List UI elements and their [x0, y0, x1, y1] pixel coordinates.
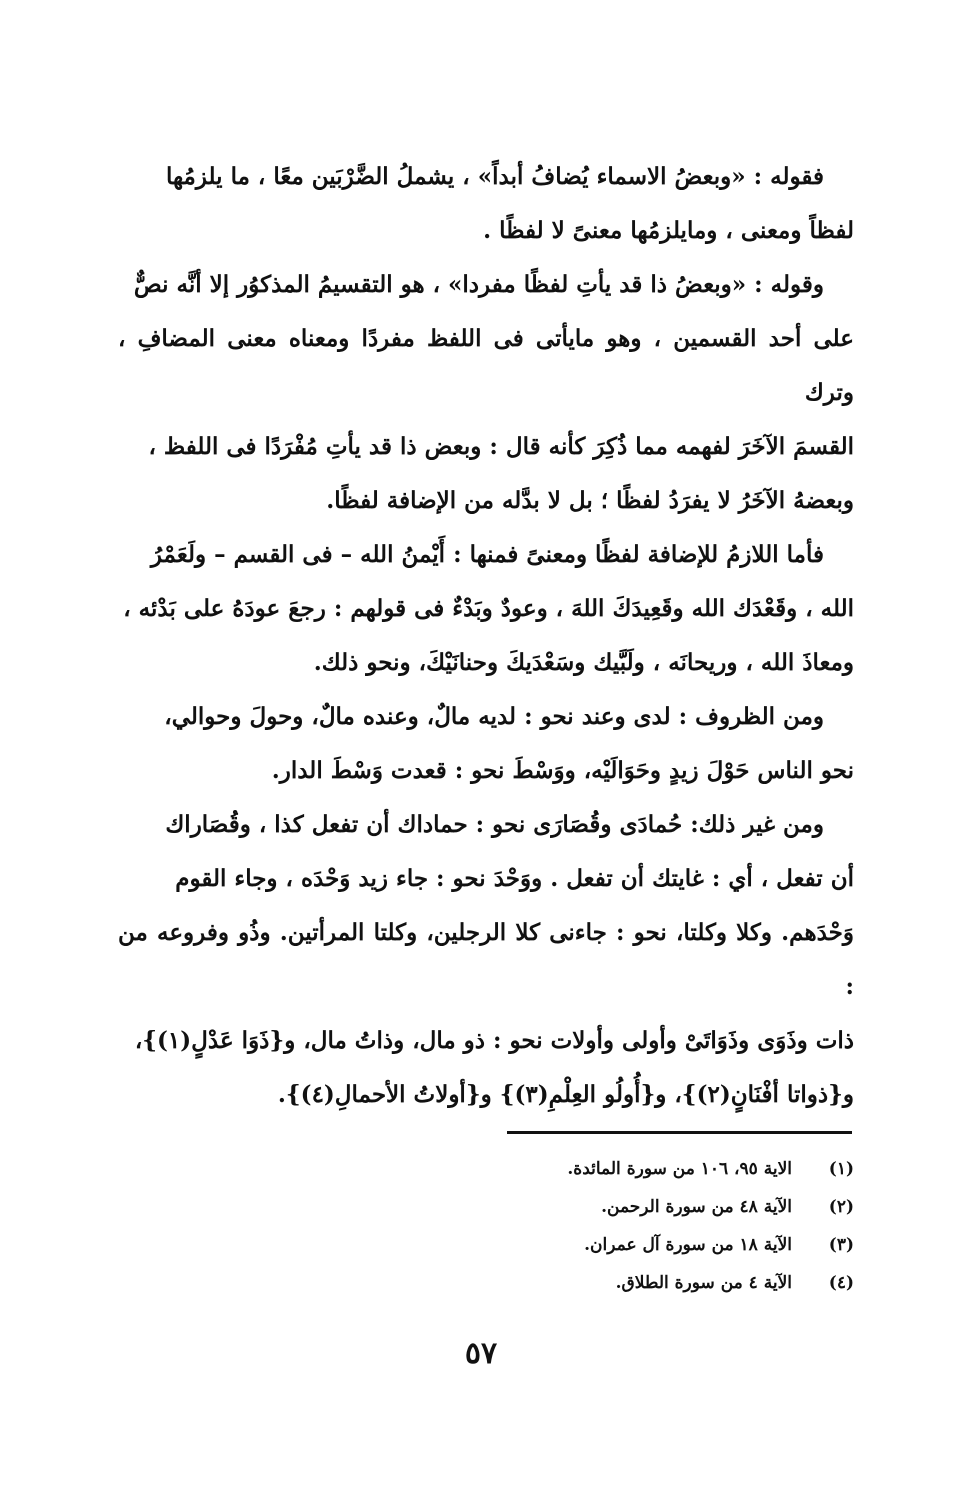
footnote-text: الآية ٤٨ من سورة الرحمن. [601, 1197, 792, 1217]
paragraph: ومن غير ذلك: حُمادَى وقُصَارَى نحو : حماداك أن تفعل كذا ، وقُصَاراك أن تفعل ، أي : غايتك أن تفعل . ووَحْدَ نحو : جاء زيد وَحْدَه ، وجاء القوم وَحْدَهم. وكلا وكلتا، نحو : جاءنى كلا الرجلين، وكلتا المرأتين. وذُو وفروعه من : ذات وذَوَى وذَوَاتَىْ وأولى وأولات نحو : ذو مال، وذاتُ مال، و{ذَوَا عَدْلٍ(١)}، و{ذواتا أفْنَانٍ(٢)}، و{أُولُو العِلْمِ(٣)} و{أولاتُ الأحمالِ(٤)}. [118, 811, 854, 1108]
paragraph: فأما اللازمُ للإضافة لفظًا ومعنىً فمنها : أَيْمنُ الله – فى القسم – ولَعَمْرُ الله ، وقَعْدَك الله وقَعِيدَكَ اللهَ ، وعودٌ وبَدْءٌ فى قولهم : رجعَ عودَهُ على بَدْئه ، ومعاذَ الله ، وريحانَه ، ولَبَّيك وسَعْدَيكَ وحنانَيْكَ، ونحو ذلك. [123, 541, 854, 676]
paragraph: فقوله : «وبعضُ الاسماء يُضافُ أبداً» ، يشملُ الضَّرْبَين معًا ، ما يلزمُها لفظاً ومعنى ، ومايلزمُها معنىً لا لفظًا . [165, 163, 854, 244]
footnote-number: (٢) [828, 1197, 854, 1217]
footnote-item [454, 1264, 854, 1302]
footnote-text: الآية ١٨ من سورة آل عمران. [584, 1235, 792, 1255]
footnote-separator [507, 1131, 852, 1134]
footnote-number: (٤) [828, 1273, 854, 1293]
footnote-text: الاية ٩٥، ١٠٦ من سورة المائدة. [567, 1159, 792, 1179]
footnote-number: (١) [828, 1159, 854, 1179]
footnote-item [454, 1150, 854, 1188]
paragraph: وقوله : «وبعضُ ذا قد يأتِ لفظًا مفردا» ، هو التقسيمُ المذكوُر إلا أنَّه نصٌّ على أحد القسمين ، وهو مايأتى فى اللفظ مفردًا ومعناه معنى المضافِ ، وترك القسمَ الآخَرَ لفهمه مما ذُكِرَ كأنه قال : وبعض ذا قد يأتِ مُفْرَدًا فى اللفظ ، وبعضهُ الآخَرُ لا يفرَدُ لفظًا ؛ بل لا بدَّله من الإضافة لفظًا. [118, 271, 854, 514]
footnote-text: الآية ٤ من سورة الطلاق. [615, 1273, 792, 1293]
footnote-item [454, 1188, 854, 1226]
main-text [118, 150, 854, 1122]
footnote-item [454, 1226, 854, 1264]
page-number: ٥٧ [464, 1336, 498, 1371]
footnote-number: (٣) [828, 1235, 854, 1255]
paragraph: ومن الظروف : لدى وعند نحو : لديه مالٌ، وعنده مالٌ، وحولَ وحوالي، نحو الناس حَوْلَ زيدٍ وحَوَالَيْه، ووَسْطَ نحو : قعدت وَسْطَ الدار. [164, 703, 854, 784]
footnotes [454, 1150, 854, 1302]
